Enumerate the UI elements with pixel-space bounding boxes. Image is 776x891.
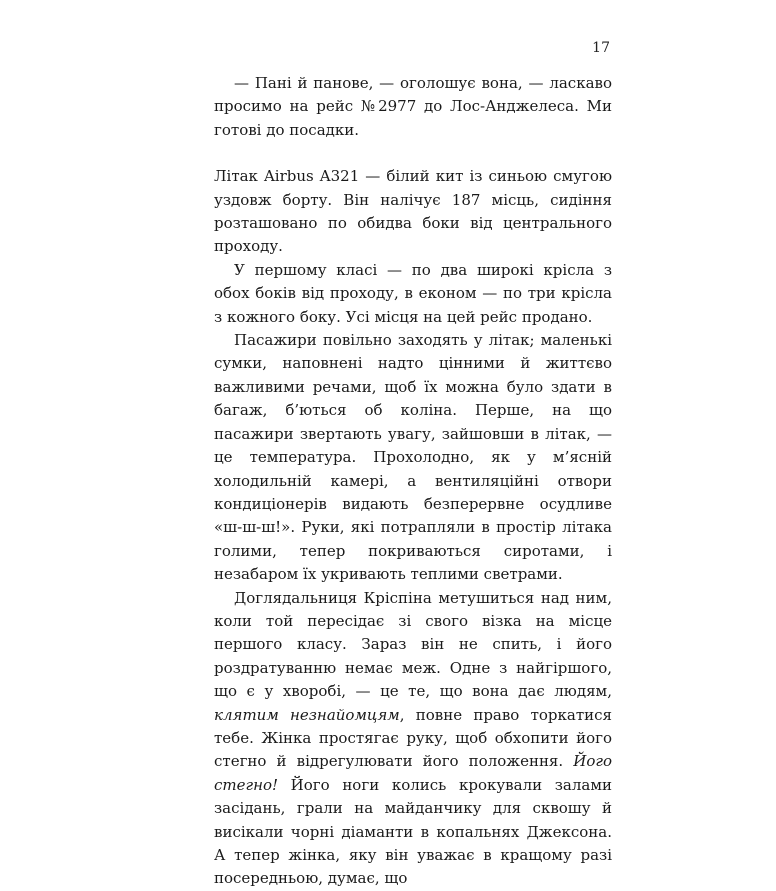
text-column	[214, 72, 612, 891]
paragraph-text: Літак Airbus A321 — білий кит із синьою смугою уздовж борту. Він налічує 187 місць, сидіння розташовано по обидва боки від центрального проходу.	[214, 167, 612, 256]
paragraph-airbus	[214, 165, 612, 259]
paragraph-passengers	[214, 329, 612, 586]
paragraph-text: Його ноги колись крокували залами засідань, грали на майданчику для сквошу й висікали чорні діаманти в копальнях Джексона. А тепер жінка, яку він уважає в кращому разі посередньою, думає, що	[214, 775, 612, 888]
paragraph-text: Пасажири повільно заходять у літак; маленькі сумки, наповнені надто цінними й життєво важливими речами, щоб їх можна було здати в багаж, б’ються об коліна. Перше, на що пасажири звертають увагу, зайшовши в літак, — це температура. Прохолодно, як у м’ясній холодильній камері, а вентиляційні отвори кондиціонерів видають безперервне осудливе «ш-ш-ш!». Руки, які потрапляли в простір літака голими, тепер покриваються сиротами, і незабаром їх укривають теплими светрами.	[214, 331, 612, 584]
italic-phrase: Його стегно!	[214, 752, 612, 794]
paragraph-text: У першому класі — по два широкі крісла з обох боків від проходу, в економ — по три крісла з кожного боку. Усі місця на цей рейс продано.	[214, 260, 612, 326]
italic-phrase: клятим незнайомцям	[214, 705, 400, 724]
paragraph-caregiver	[214, 587, 612, 891]
paragraph-text: — Пані й панове, — оголошує вона, — ласкаво просимо на рейс №2977 до Лос-Анджелеса. Ми готові до посадки.	[214, 74, 612, 139]
paragraph-first-class	[214, 259, 612, 329]
paragraph-text: Доглядальниця Кріспіна метушиться над ним, коли той пересідає зі свого візка на місце першого класу. Зараз він не спить, і його роздратуванню немає меж. Одне з найгіршого, що є у хворобі, — це те, що вона дає людям,	[214, 588, 612, 701]
paragraph-announcement	[214, 72, 612, 142]
paragraph-text: , повне право торкатися тебе. Жінка простягає руку, щоб обхопити його стегно й відрегулювати його положення.	[214, 705, 612, 771]
page-number: 17	[592, 40, 610, 56]
